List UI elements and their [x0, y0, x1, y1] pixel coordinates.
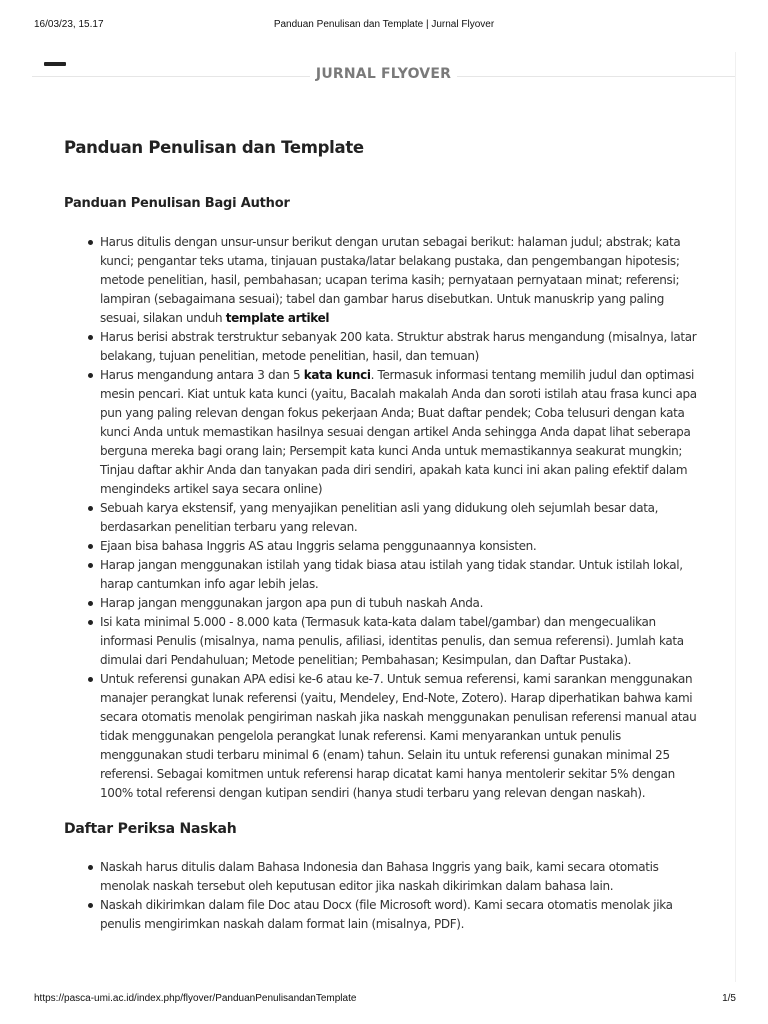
section-heading-checklist: Daftar Periksa Naskah: [64, 821, 237, 837]
list-item: [64, 328, 704, 366]
checklist-list: [64, 858, 704, 934]
list-item: [64, 233, 704, 328]
list-item: [64, 594, 704, 613]
list-item-text: Naskah harus ditulis dalam Bahasa Indonesia dan Bahasa Inggris yang baik, kami secara otomatis menolak naskah tersebut oleh keputusan editor jika naskah dikirimkan dalam bahasa lain.: [100, 860, 659, 893]
list-item-text-continued: . Termasuk informasi tentang memilih judul dan optimasi mesin pencari. Kiat untuk kata kunci (yaitu, Bacalah makalah Anda dan soroti istilah atau frasa kunci apa pun yang paling relevan dengan fokus pekerjaan Anda; Buat daftar pendek; Coba telusuri dengan kata kunci Anda untuk memastikan hasilnya sesuai dengan artikel Anda sehingga Anda dapat lihat seberapa berguna mereka bagi orang lain; Persempit kata kunci Anda untuk memastikannya seakurat mungkin; Tinjau daftar akhir Anda dan tanyakan pada diri sendiri, apakah kata kunci ini akan paling efektif dalam mengindeks artikel saya secara online): [100, 368, 697, 496]
list-item-text: Untuk referensi gunakan APA edisi ke-6 atau ke-7. Untuk semua referensi, kami sarankan menggunakan manajer perangkat lunak referensi (yaitu, Mendeley, End-Note, Zotero). Harap diperhatikan bahwa kami secara otomatis menolak pengiriman naskah jika naskah menggunakan penulisan referensi manual atau tidak menggunakan pengelola perangkat lunak referensi. Kami menyarankan untuk penulis menggunakan studi terbaru minimal 6 (enam) tahun. Selain itu untuk referensi gunakan minimal 25 referensi. Sebagai komitmen untuk referensi harap dicatat kami hanya mentolerir sekitar 5% dengan 100% total referensi dengan kutipan sendiri (hanya studi terbaru yang relevan dengan naskah).: [100, 672, 697, 800]
print-page-title: Panduan Penulisan dan Template | Jurnal Flyover: [273, 19, 495, 30]
list-item: [64, 896, 704, 934]
list-item-text: Harus mengandung antara 3 dan 5: [100, 368, 304, 382]
list-item-text: Naskah dikirimkan dalam file Doc atau Docx (file Microsoft word). Kami secara otomatis menolak jika penulis mengirimkan naskah dalam format lain (misalnya, PDF).: [100, 898, 673, 931]
list-item: [64, 858, 704, 896]
list-item-text: Harap jangan menggunakan jargon apa pun di tubuh naskah Anda.: [100, 596, 484, 610]
print-header: [0, 0, 768, 40]
list-item-text: Ejaan bisa bahasa Inggris AS atau Inggris selama penggunaannya konsisten.: [100, 539, 537, 553]
template-artikel-link[interactable]: template artikel: [225, 311, 330, 325]
content-edge-divider: [735, 52, 736, 982]
list-item: [64, 366, 704, 499]
list-item-text: Harap jangan menggunakan istilah yang tidak biasa atau istilah yang tidak standar. Untuk istilah lokal, harap cantumkan info agar lebih jelas.: [100, 558, 683, 591]
article: [64, 138, 704, 934]
list-item: [64, 537, 704, 556]
page-title: Panduan Penulisan dan Template: [64, 138, 364, 157]
kata-kunci-emphasis: kata kunci: [303, 368, 371, 382]
site-name[interactable]: [32, 66, 735, 82]
list-item-text: Sebuah karya ekstensif, yang menyajikan penelitian asli yang didukung oleh sejumlah besar data, berdasarkan penelitian terbaru yang relevan.: [100, 501, 659, 534]
list-item-text: Harus ditulis dengan unsur-unsur berikut dengan urutan sebagai berikut: halaman judul; abstrak; kata kunci; pengantar teks utama, tinjauan pustaka/latar belakang pustaka, dan pengembangan hipotesis; metode penelitian, hasil, pembahasan; ucapan terima kasih; pernyataan pernyataan minat; referensi; lampiran (sebagaimana sesuai); tabel dan gambar harus disebutkan. Untuk manuskrip yang paling sesuai, silakan unduh: [100, 235, 681, 325]
print-url: https://pasca-umi.ac.id/index.php/flyover/PanduanPenulisandanTemplate: [34, 993, 357, 1004]
list-item: [64, 499, 704, 537]
site-header: [32, 52, 735, 82]
list-item: [64, 613, 704, 670]
list-item: [64, 556, 704, 594]
section-heading-author-guide: Panduan Penulisan Bagi Author: [64, 196, 290, 211]
print-date: 16/03/23, 15.17: [34, 19, 104, 30]
list-item-text: Harus berisi abstrak terstruktur sebanyak 200 kata. Struktur abstrak harus mengandung (misalnya, latar belakang, tujuan penelitian, metode penelitian, hasil, dan temuan): [100, 330, 697, 363]
list-item: [64, 670, 704, 803]
author-guide-list: [64, 233, 704, 803]
list-item-text: Isi kata minimal 5.000 - 8.000 kata (Termasuk kata-kata dalam tabel/gambar) dan mengecualikan informasi Penulis (misalnya, nama penulis, afiliasi, identitas penulis, dan semua referensi). Jumlah kata dimulai dari Pendahuluan; Metode penelitian; Pembahasan; Kesimpulan, dan Daftar Pustaka).: [100, 615, 684, 667]
print-page-number: 1/5: [722, 993, 736, 1004]
site-name-label: JURNAL FLYOVER: [310, 66, 457, 82]
